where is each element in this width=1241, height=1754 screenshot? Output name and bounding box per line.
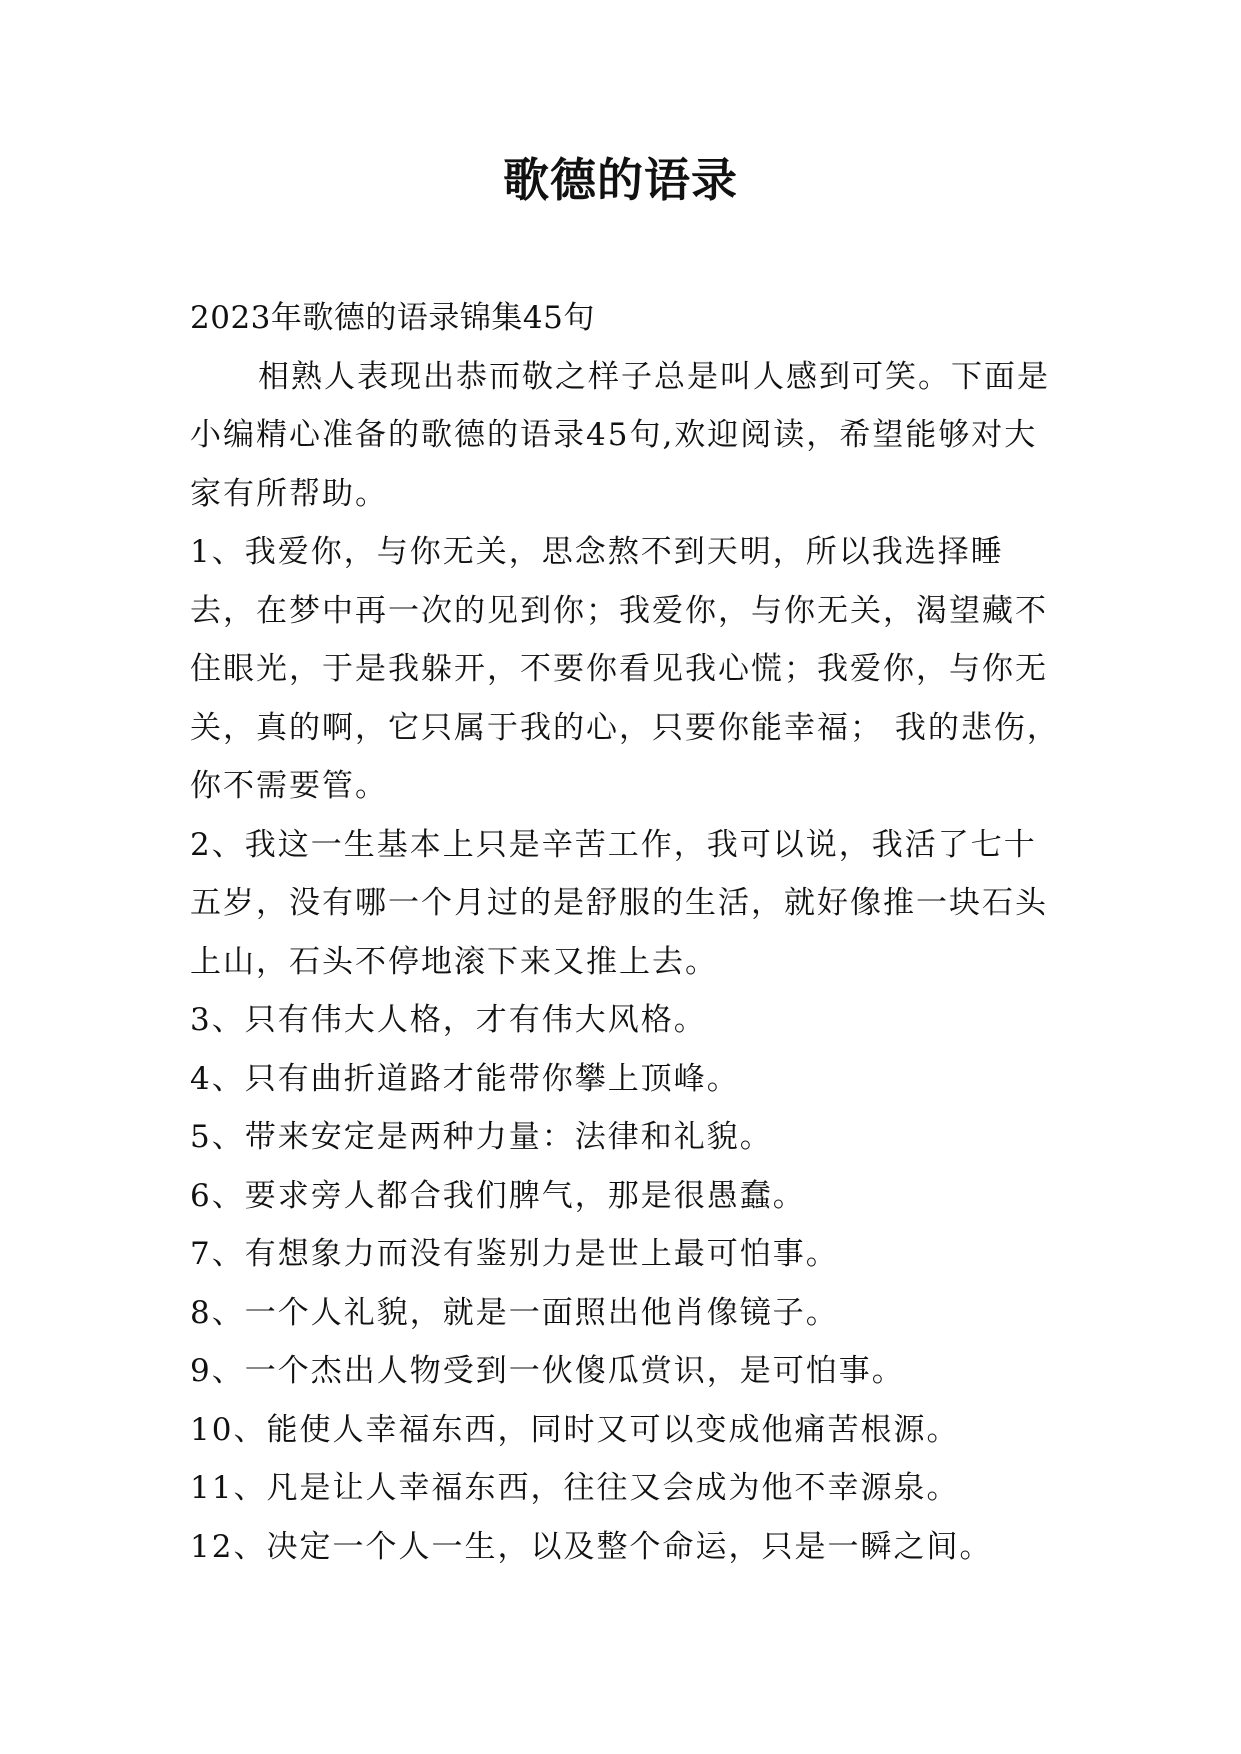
quote-item: 7、有想象力而没有鉴别力是世上最可怕事。: [190, 1236, 839, 1272]
quote-item: 12、决定一个人一生，以及整个命运，只是一瞬之间。: [190, 1528, 993, 1565]
quote-item: 10、能使人幸福东西，同时又可以变成他痛苦根源。: [190, 1411, 960, 1448]
intro-paragraph: 相熟人表现出恭而敬之样子总是叫人感到可笑。下面是小编精心准备的歌德的语录45句,欢迎阅读，希望能够对大家有所帮助。: [190, 358, 1050, 512]
document-body: [190, 289, 1060, 1576]
quote-item: 11、凡是让人幸福东西，往往又会成为他不幸源泉。: [190, 1470, 960, 1506]
quote-item: 4、只有曲折道路才能带你攀上顶峰。: [190, 1060, 740, 1097]
quote-item: 9、一个杰出人物受到一伙傻瓜赏识，是可怕事。: [190, 1353, 905, 1389]
quote-item: 8、一个人礼貌，就是一面照出他肖像镜子。: [190, 1294, 839, 1331]
quote-item: 1、我爱你，与你无关，思念熬不到天明，所以我选择睡去，在梦中再一次的见到你；我爱你，与你无关，渴望藏不住眼光，于是我躲开，不要你看见我心慌；我爱你，与你无关，真的啊，它只属于我的心，只要你能幸福； 我的悲伤，你不需要管。: [190, 534, 1060, 804]
quote-item: 2、我这一生基本上只是辛苦工作，我可以说，我活了七十五岁，没有哪一个月过的是舒服的生活，就好像推一块石头上山，石头不停地滚下来又推上去。: [190, 826, 1048, 980]
quote-item: 5、带来安定是两种力量：法律和礼貌。: [190, 1119, 773, 1155]
document-subtitle: 2023年歌德的语录锦集45句: [190, 300, 595, 336]
document-title: 歌德的语录: [503, 153, 738, 207]
quote-item: 6、要求旁人都合我们脾气，那是很愚蠢。: [190, 1177, 806, 1214]
quote-item: 3、只有伟大人格，才有伟大风格。: [190, 1002, 707, 1038]
